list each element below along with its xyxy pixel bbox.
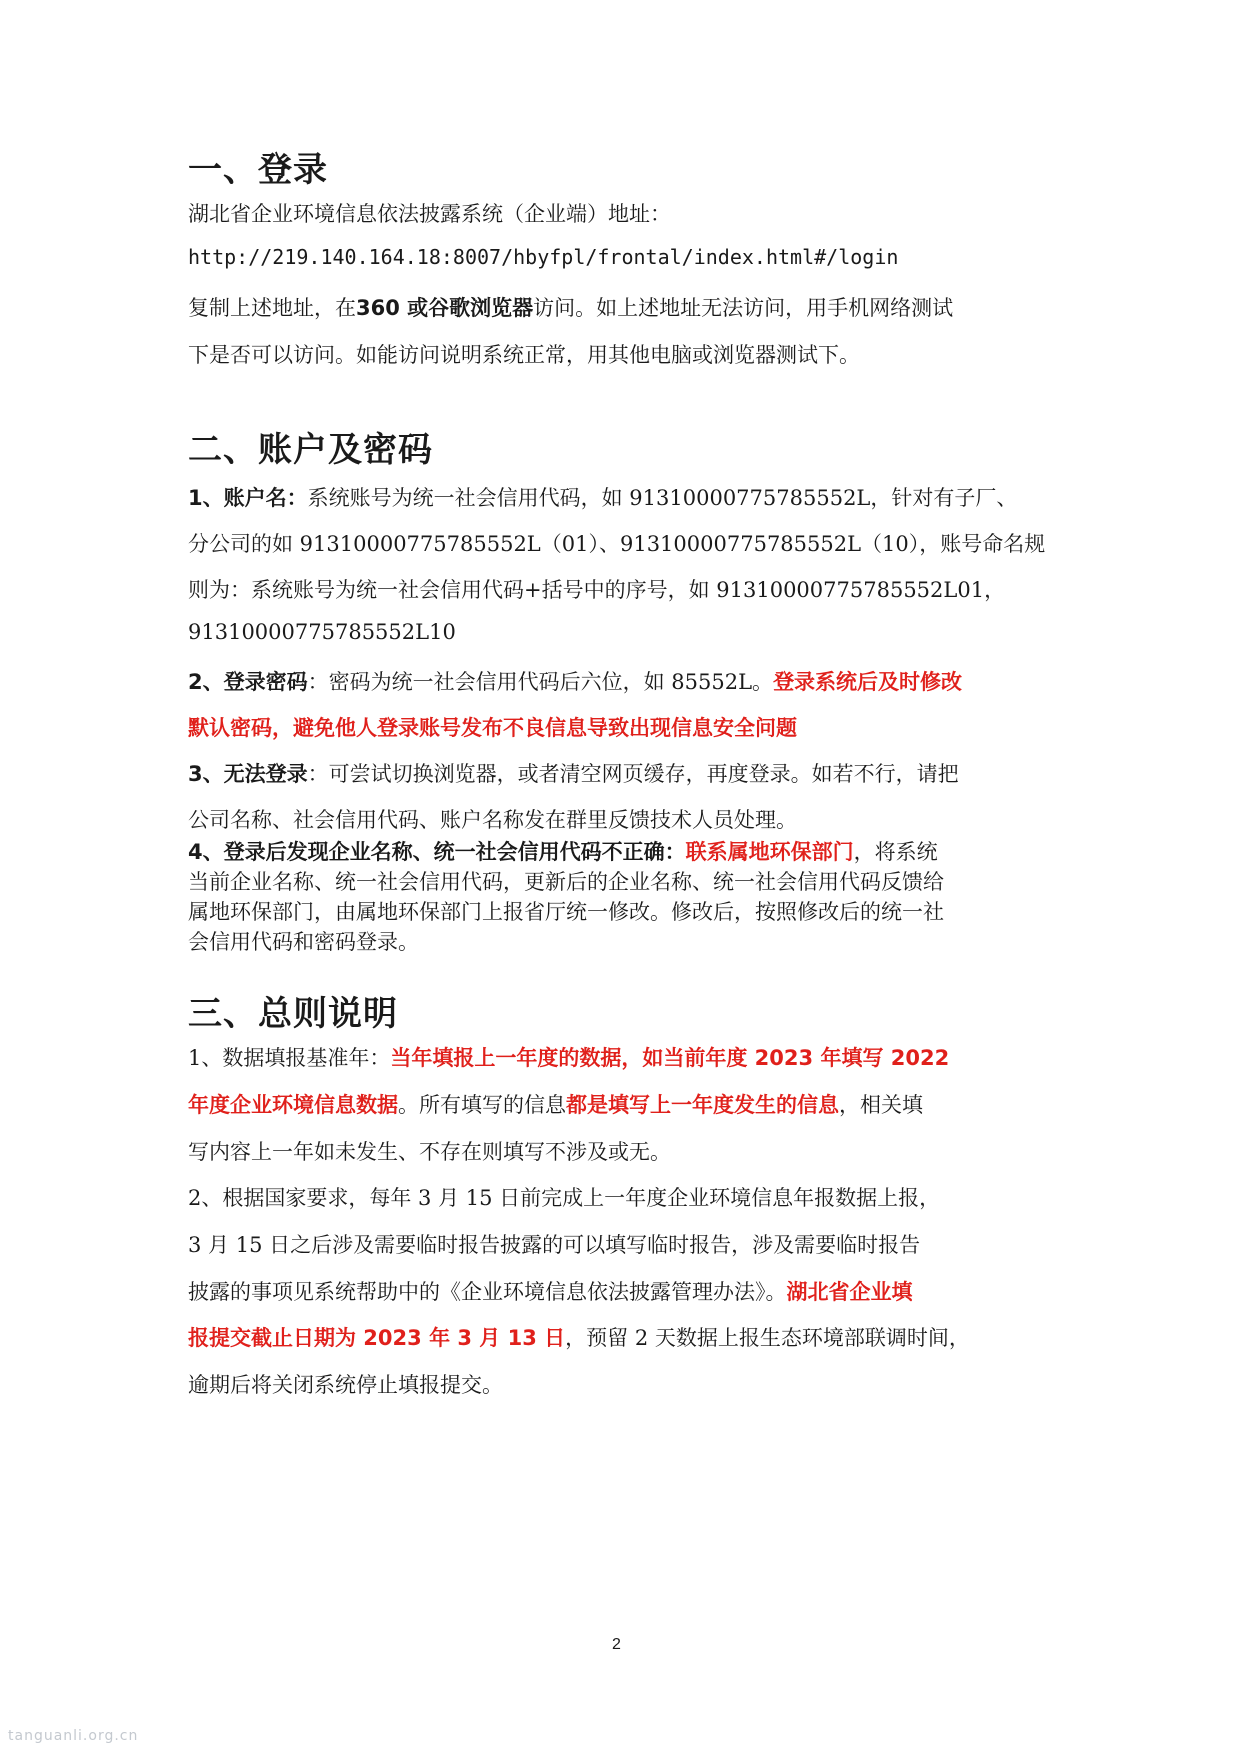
incorrect-info-paragraph: 4、登录后发现企业名称、统一社会信用代码不正确：联系属地环保部门，将系统 — [188, 840, 938, 864]
deadline-line-2: 3 月 15 日之后涉及需要临时报告披露的可以填写临时报告，涉及需要临时报告 — [188, 1233, 921, 1257]
page-number: 2 — [612, 1636, 621, 1653]
section-heading-general: 三、总则说明 — [188, 994, 398, 1034]
base-year-line-2: 年度企业环境信息数据。所有填写的信息都是填写上一年度发生的信息，相关填 — [188, 1093, 923, 1117]
deadline-line-3: 披露的事项见系统帮助中的《企业环境信息依法披露管理办法》。湖北省企业填 — [188, 1280, 913, 1304]
browser-names: 360 或谷歌浏览器 — [356, 296, 534, 320]
incorrect-info-line-3: 属地环保部门，由属地环保部门上报省厅统一修改。修改后，按照修改后的统一社 — [188, 900, 944, 924]
section-heading-account: 二、账户及密码 — [188, 430, 433, 470]
deadline-line-5: 逾期后将关闭系统停止填报提交。 — [188, 1373, 503, 1397]
section-heading-login: 一、登录 — [188, 150, 328, 190]
submission-deadline: 报提交截止日期为 2023 年 3 月 13 日 — [188, 1326, 566, 1350]
login-failure-paragraph: 3、无法登录：可尝试切换浏览器，或者清空网页缓存，再度登录。如若不行，请把 — [188, 762, 959, 786]
incorrect-info-line-2: 当前企业名称、统一社会信用代码，更新后的企业名称、统一社会信用代码反馈给 — [188, 870, 944, 894]
account-name-line-3: 则为：系统账号为统一社会信用代码+括号中的序号，如 91310000775785552L01， — [188, 578, 1006, 602]
account-name-paragraph: 1、账户名：系统账号为统一社会信用代码，如 91310000775785552L，针对有子厂、 — [188, 486, 1018, 510]
login-failure-line-2: 公司名称、社会信用代码、账户名称发在群里反馈技术人员处理。 — [188, 808, 797, 832]
account-name-line-4: 91310000775785552L10 — [188, 620, 456, 644]
password-warning: 登录系统后及时修改 — [773, 670, 963, 694]
login-url: http://219.140.164.18:8007/hbyfpl/frontal/index.html#/login — [188, 245, 899, 269]
deadline-paragraph: 2、根据国家要求，每年 3 月 15 日前完成上一年度企业环境信息年报数据上报， — [188, 1186, 941, 1210]
base-year-line-3: 写内容上一年如未发生、不存在则填写不涉及或无。 — [188, 1140, 671, 1164]
account-name-line-2: 分公司的如 91310000775785552L（01）、91310000775785552L（10），账号命名规 — [188, 532, 1046, 556]
password-paragraph: 2、登录密码：密码为统一社会信用代码后六位，如 85552L。登录系统后及时修改 — [188, 670, 963, 694]
contact-env-dept: 联系属地环保部门 — [685, 840, 854, 864]
incorrect-info-line-4: 会信用代码和密码登录。 — [188, 930, 419, 954]
browser-instruction-line: 复制上述地址，在360 或谷歌浏览器访问。如上述地址无法访问，用手机网络测试 — [188, 296, 954, 320]
deadline-line-4: 报提交截止日期为 2023 年 3 月 13 日，预留 2 天数据上报生态环境部联调时间， — [188, 1326, 970, 1350]
password-warning-line-2: 默认密码，避免他人登录账号发布不良信息导致出现信息安全问题 — [188, 716, 797, 740]
test-instruction-line: 下是否可以访问。如能访问说明系统正常，用其他电脑或浏览器测试下。 — [188, 343, 860, 367]
base-year-paragraph: 1、数据填报基准年：当年填报上一年度的数据，如当前年度 2023 年填写 2022 — [188, 1046, 950, 1070]
system-name-line: 湖北省企业环境信息依法披露系统（企业端）地址： — [188, 202, 671, 226]
watermark: tanguanli.org.cn — [8, 1728, 139, 1744]
